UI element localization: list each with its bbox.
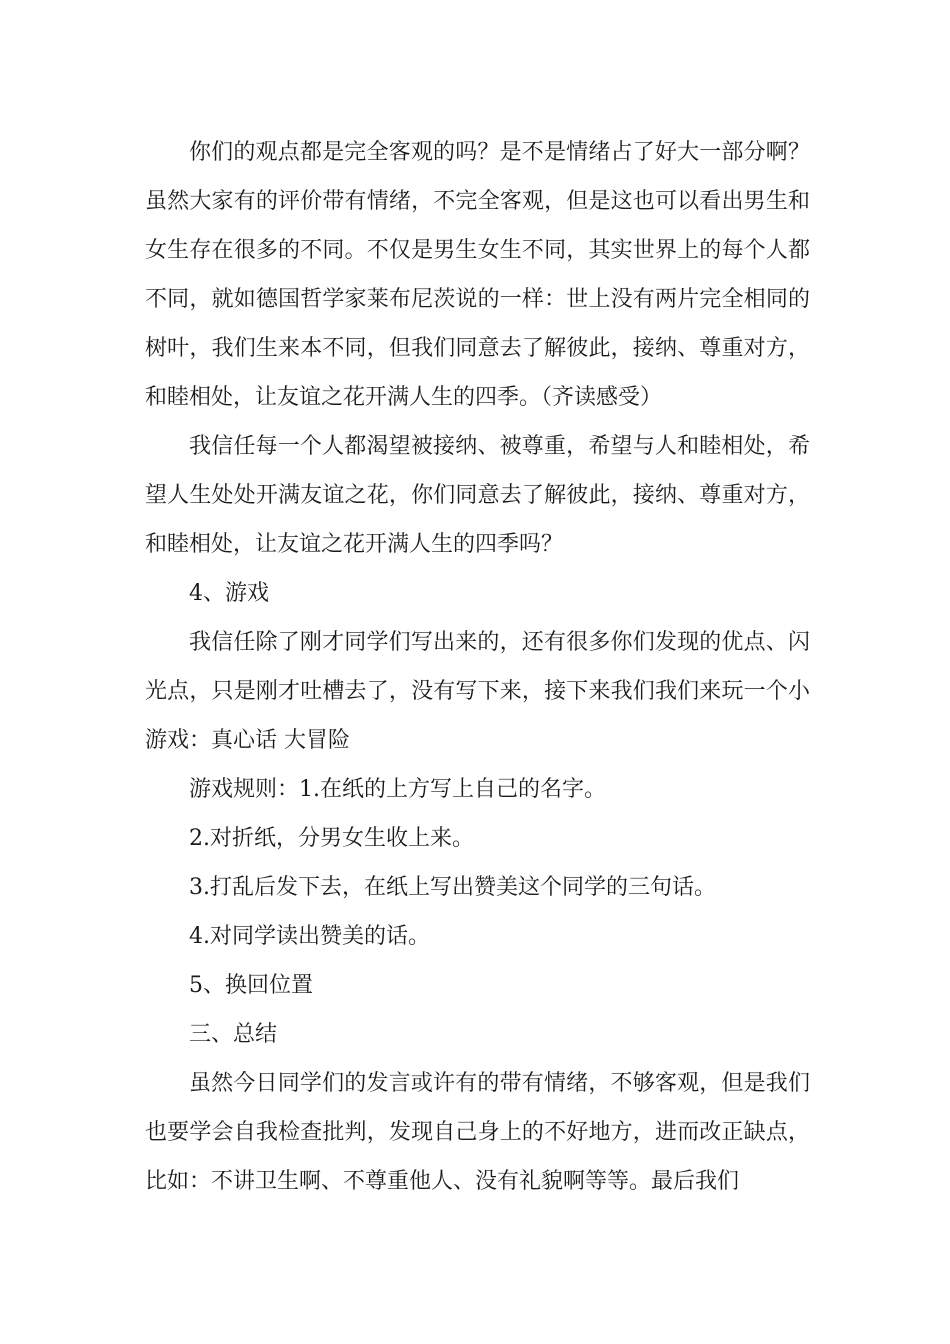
paragraph-trust: 我信任每一个人都渴望被接纳、被尊重，希望与人和睦相处，希望人生处处开满友谊之花，你们同意去了解彼此，接纳、尊重对方，和睦相处，让友谊之花开满人生的四季吗？ [145, 434, 810, 557]
game-rule-3: 3.打乱后发下去，在纸上写出赞美这个同学的三句话。 [189, 875, 716, 900]
section-heading-swap: 5、换回位置 [189, 973, 313, 998]
game-rule-4: 4.对同学读出赞美的话。 [189, 924, 430, 949]
paragraph-intro: 你们的观点都是完全客观的吗？是不是情绪占了好大一部分啊？虽然大家有的评价带有情绪，不完全客观，但是这也可以看出男生和女生存在很多的不同。不仅是男生女生不同，其实世界上的每个人都不同，就如德国哲学家莱布尼茨说的一样：世上没有两片完全相同的树叶，我们生来本不同，但我们同意去了解彼此，接纳、尊重对方，和睦相处，让友谊之花开满人生的四季。（齐读感受） [145, 140, 810, 410]
section-heading-game: 4、游戏 [189, 581, 269, 606]
document-body [145, 128, 810, 1206]
paragraph-summary: 虽然今日同学们的发言或许有的带有情绪，不够客观，但是我们也要学会自我检查批判，发现自己身上的不好地方，进而改正缺点，比如：不讲卫生啊、不尊重他人、没有礼貌啊等等。最后我们 [145, 1071, 810, 1194]
section-heading-summary: 三、总结 [189, 1022, 278, 1047]
game-rule-2: 2.对折纸，分男女生收上来。 [189, 826, 474, 851]
paragraph-game-intro: 我信任除了刚才同学们写出来的，还有很多你们发现的优点、闪光点，只是刚才吐槽去了，没有写下来，接下来我们我们来玩一个小游戏：真心话 大冒险 [145, 630, 810, 753]
game-rule-1: 游戏规则：1.在纸的上方写上自己的名字。 [189, 777, 606, 802]
